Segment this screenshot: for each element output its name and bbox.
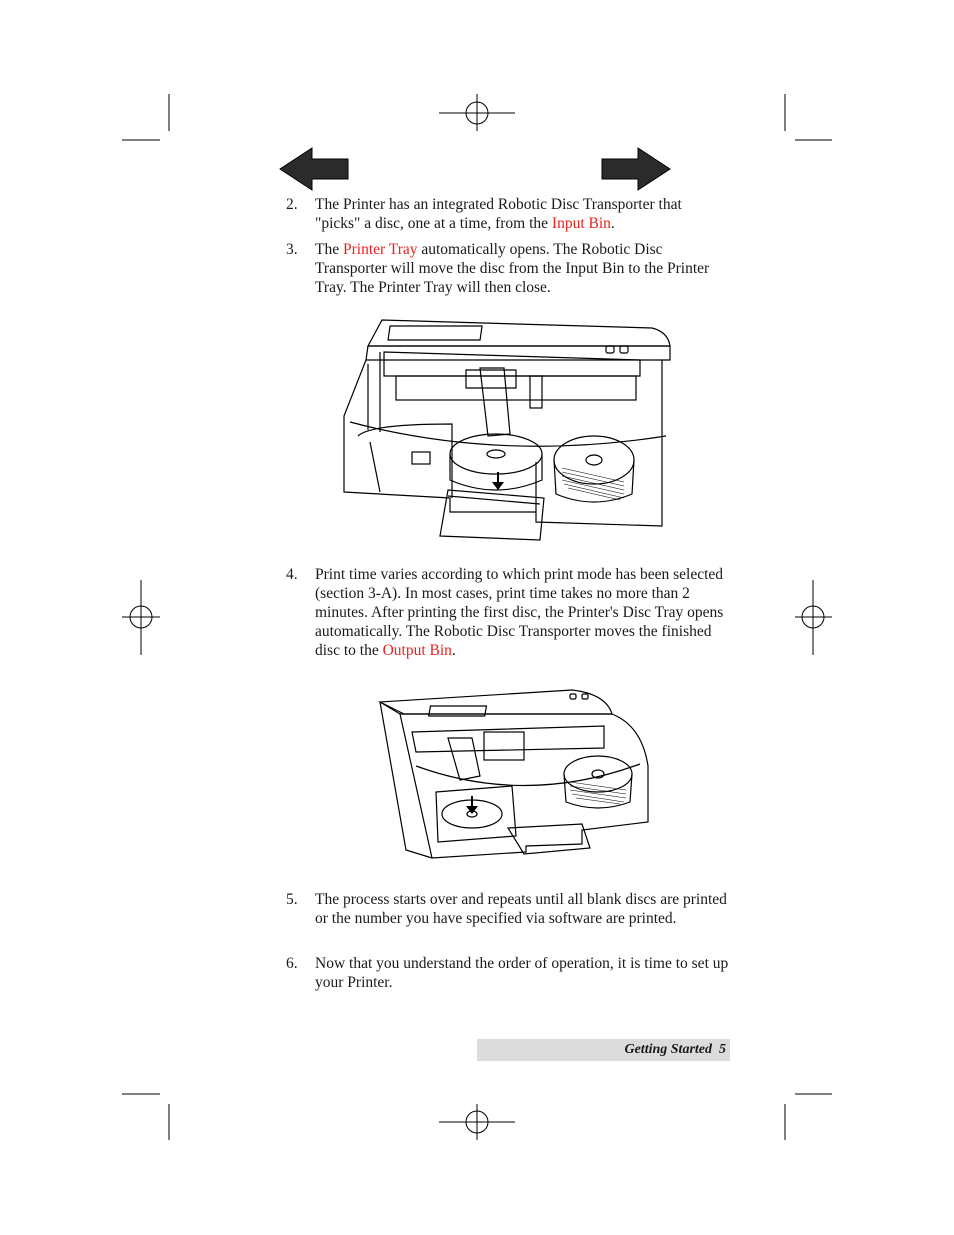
step-number: 4. <box>286 566 298 583</box>
term-link[interactable]: Printer Tray <box>342 241 418 258</box>
footer-bar <box>477 1039 730 1061</box>
footer-section: Getting Started <box>624 1042 712 1057</box>
step-text <box>315 954 729 992</box>
step-text <box>315 890 729 928</box>
step-number: 6. <box>286 955 298 972</box>
printer-illustration-input <box>340 312 674 544</box>
step-text-segment: Now that you understand the order of operation, it is time to set up your Printer. <box>315 955 729 991</box>
step-text <box>315 240 729 297</box>
step-text <box>315 565 729 660</box>
registration-target-bottom <box>439 1104 515 1140</box>
step-text-segment: automatically opens. The Robotic Disc Transporter will move the disc from the Input Bin to the Printer Tray. The Printer Tray will then close. <box>315 241 710 296</box>
right-arrow-icon[interactable] <box>600 146 672 192</box>
step-text <box>315 195 729 233</box>
registration-target-right <box>795 580 832 655</box>
term-link[interactable]: Output Bin <box>382 642 452 659</box>
step-text-segment: Print time varies according to which print mode has been selected (section 3-A). In most cases, print time takes no more than 2 minutes. After printing the first disc, the Printer's Disc Tray opens automatically. The Robotic Disc Transporter moves the finished disc to the <box>315 566 724 659</box>
printer-illustration-output <box>376 686 652 862</box>
registration-target-left <box>122 580 160 655</box>
step-text-segment: The <box>315 241 343 258</box>
footer-label <box>624 1041 726 1059</box>
step-number: 5. <box>286 891 298 908</box>
registration-target-top <box>439 94 515 131</box>
step-number: 3. <box>286 241 298 258</box>
step-text-segment: The Printer has an integrated Robotic Disc Transporter that "picks" a disc, one at a time, from the <box>315 196 682 232</box>
step-text-segment: . <box>451 642 456 659</box>
footer-page-number: 5 <box>719 1042 726 1057</box>
step-text-segment: The process starts over and repeats until all blank discs are printed or the number you have specified via software are printed. <box>315 891 727 927</box>
step-text-segment: . <box>610 215 615 232</box>
left-arrow-icon[interactable] <box>278 146 350 192</box>
down-arrow-icon <box>466 796 478 814</box>
step-number: 2. <box>286 196 298 213</box>
down-arrow-icon <box>492 472 504 490</box>
term-link[interactable]: Input Bin <box>551 215 611 232</box>
